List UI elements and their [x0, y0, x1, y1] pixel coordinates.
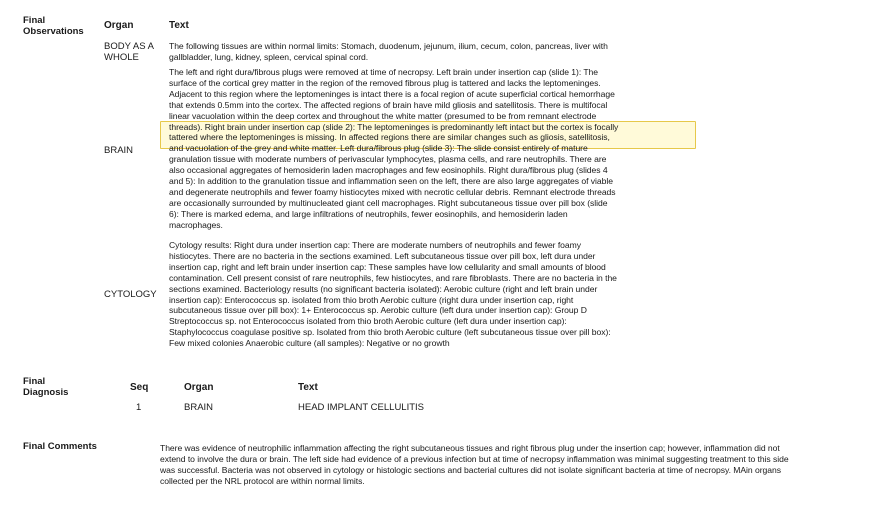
text-line: There was evidence of neutrophilic inflammation affecting the right subcutaneous tissues and right fibrous plug under the insertion cap; however, inflammation did not — [160, 443, 780, 453]
label-line: Observations — [23, 26, 84, 37]
final-comments-text — [160, 443, 789, 487]
text-line: Streptococcus sp. not Enterococcus isolated from thio broth Aerobic culture (left dura under insertion cap): — [169, 316, 567, 327]
text-line: are occasionally surrounded by multinucleated giant cell macrophages. Right subcutaneous tissue over pill box (slide — [169, 197, 608, 208]
text-brain — [169, 67, 618, 231]
final-comments-label: Final Comments — [23, 441, 97, 452]
text-body-as-whole — [169, 41, 608, 63]
text-line: Few mixed colonies Anaerobic culture (all samples): Negative or no growth — [169, 338, 450, 349]
label-line: Diagnosis — [23, 387, 69, 398]
text-line: 6): There is marked edema, and large infiltrations of neutrophils, fewer eosinophils, and hemosiderin laden — [169, 208, 568, 219]
text-line: contamination. Cell present consist of rare neutrophils, few histiocytes, and rare fibroblasts. There are no bacteria in the — [169, 272, 617, 283]
label-line: Final — [23, 376, 46, 387]
text-line: macrophages. — [169, 219, 223, 230]
text-line: Cytology results: Right dura under insertion cap: There are moderate numbers of neutrophils and fewer foamy — [169, 240, 581, 250]
text-line: and degenerate neutrophils and fewer foamy histiocytes mixed with necrotic cellular debris. Remnant electrode threads — [169, 186, 616, 197]
label-line: Final — [23, 15, 46, 26]
text-cytology — [169, 240, 617, 349]
text-line: was successful. Bacteria was not observed in cytology or histologic sections and bacterial cultures did not isolate significant bacteria at time of necropsy. MAin organs — [160, 464, 781, 475]
text-line: histiocytes. There are no bacteria in the sections examined. Left subcutaneous tissue over pill box, left dura under — [169, 250, 596, 261]
col-text-header: Text — [169, 20, 189, 31]
text-line: extend to involve the dura or brain. The left side had evidence of a previous infection but at time of necropsy inflammation was minimal suggesting treatment to this side — [160, 453, 789, 464]
text-line: and 5): In addition to the granulation tissue and inflammation seen on the left, there are also large aggregates of viable — [169, 176, 613, 187]
text-line: Adjacent to this region where the leptomeninges is intact there is a focal region of acute superficial cortical hemorrhage — [169, 88, 615, 99]
organ-cytology: CYTOLOGY — [104, 289, 157, 300]
diagnosis-seq: 1 — [136, 402, 142, 413]
text-line: surface of the cortical grey matter in the region of the removed fibrous plug is tattered and lacks the leptomeninges. — [169, 77, 601, 88]
final-diagnosis-label — [23, 376, 68, 398]
text-line: subcutaneous tissue over pill box): 1+ Enterococcus sp. Aerobic culture (left dura under insertion cap): Group D — [169, 305, 587, 316]
text-line: collected per the NRL protocol are within normal limits. — [160, 475, 365, 486]
text-line: The left and right dura/fibrous plugs were removed at time of necropsy. Left brain under insertion cap (slide 1): The — [169, 67, 598, 77]
text-line: linear vacuolation within the deep cortex and throughout the white matter (presumed to be from remnant electrode — [169, 110, 597, 121]
text-line: The following tissues are within normal limits: Stomach, duodenum, jejunum, ilium, cecum, colon, pancreas, liver with — [169, 41, 608, 51]
text-line: tattered where the leptomeninges is missing. In affected regions there are similar changes such as gliosis, satellitosis, — [169, 132, 610, 143]
organ-body-as-whole — [104, 41, 154, 63]
text-line: Staphylococcus coagulase positive sp. Isolated from thio broth Aerobic culture (left subcutaneous tissue over pill box): — [169, 327, 611, 338]
col-organ-header: Organ — [184, 382, 214, 393]
text-line: sections examined. Bacteriology results (no significant bacteria isolated): Aerobic culture (right and left brain under — [169, 283, 598, 294]
text-line: that extends 0.5mm into the cortex. The affected regions of brain have mild gliosis and satellitosis. There is multifocal — [169, 99, 608, 110]
col-seq-header: Seq — [130, 382, 149, 393]
text-line: threads). Right brain under insertion cap (slide 2): The leptomeninges is predominantly left intact but the cortex is focally — [169, 121, 619, 132]
text-line: insertion cap, right and left brain under insertion cap: These samples have low cellularity and small amounts of blood — [169, 261, 606, 272]
text-line: gallbladder, lung, kidney, spleen, cervical spinal cord. — [169, 51, 369, 62]
organ-line: BODY AS A — [104, 41, 154, 52]
text-line: and vacuolation of the grey and white matter. Left dura/fibrous plug (slide 3): The slide consist entirely of mature — [169, 143, 588, 154]
final-observations-label — [23, 15, 84, 37]
diagnosis-text: HEAD IMPLANT CELLULITIS — [298, 402, 425, 413]
text-line: insertion cap): Enterococcus sp. isolated from thio broth Aerobic culture (right dura under insertion cap, right — [169, 294, 574, 305]
organ-brain: BRAIN — [104, 145, 134, 156]
organ-line: WHOLE — [104, 52, 139, 63]
col-organ-header: Organ — [104, 20, 134, 31]
text-line: also occasional aggregates of hemosiderin laden macrophages and few eosinophils. Right dura/fibrous plug (slides 4 — [169, 165, 608, 176]
text-line: granulation tissue with moderate numbers of perivascular lymphocytes, plasma cells, and rare neutrophils. There are — [169, 154, 607, 165]
diagnosis-organ: BRAIN — [184, 402, 214, 413]
col-text-header: Text — [298, 382, 318, 393]
